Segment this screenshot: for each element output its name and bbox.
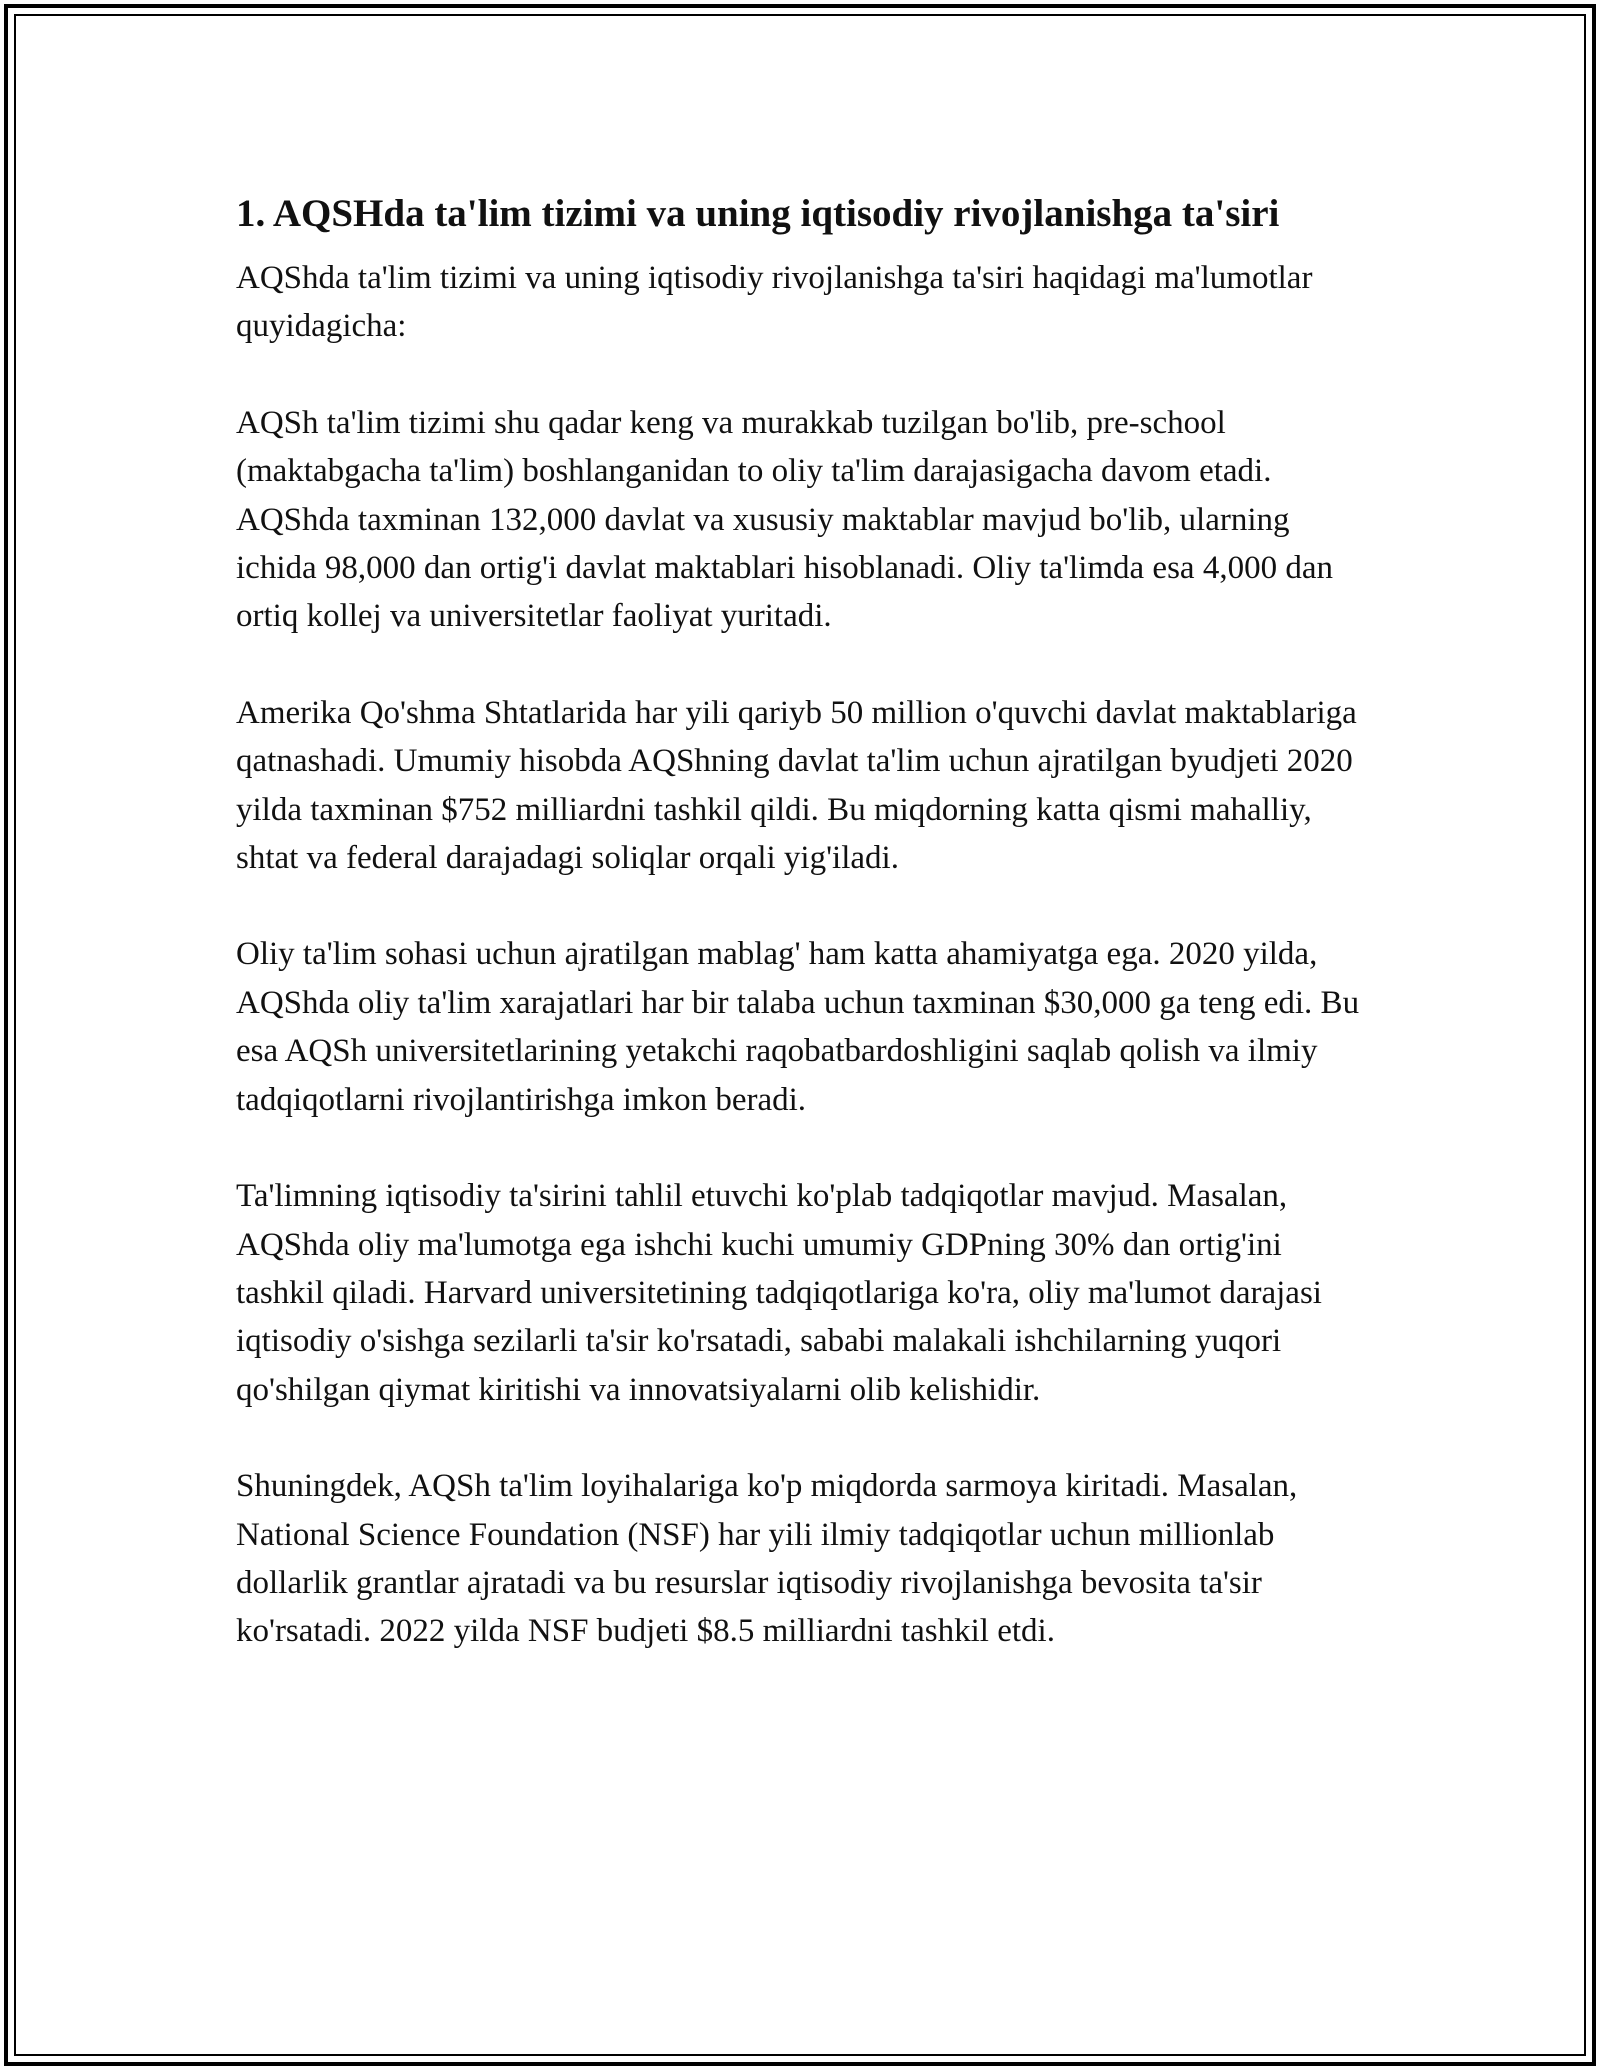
paragraph-public-schools-budget: Amerika Qo'shma Shtatlarida har yili qariyb 50 million o'quvchi davlat maktablariga qatnashadi. Umumiy hisobda AQShning davlat ta'lim uchun ajratilgan byudjeti 2020 yilda taxminan $752 milliardni tashkil qildi. Bu miqdorning katta qismi mahalliy, shtat va federal darajadagi soliqlar orqali yig'iladi. [236,694,1357,877]
document-body [236,186,1376,1704]
paragraph-nsf-investment: Shuningdek, AQSh ta'lim loyihalariga ko'p miqdorda sarmoya kiritadi. Masalan, National Science Foundation (NSF) har yili ilmiy tadqiqotlar uchun millionlab dollarlik grantlar ajratadi va bu resurslar iqtisodiy rivojlanishga bevosita ta'sir ko'rsatadi. 2022 yilda NSF budjeti $8.5 milliardni tashkil etdi. [236,1468,1298,1650]
document-title: 1. AQSHda ta'lim tizimi va uning iqtisodiy rivojlanishga ta'siri [236,192,1280,235]
paragraph-education-system: AQSh ta'lim tizimi shu qadar keng va murakkab tuzilgan bo'lib, pre-school (maktabgacha ta'lim) boshlanganidan to oliy ta'lim darajasigacha davom etadi. AQShda taxminan 132,000 davlat va xususiy maktablar mavjud bo'lib, ularning ichida 98,000 dan ortig'i davlat maktablari hisoblanadi. Oliy ta'limda esa 4,000 dan ortiq kollej va universitetlar faoliyat yuritadi. [236,404,1333,635]
paragraph-economic-impact: Ta'limning iqtisodiy ta'sirini tahlil etuvchi ko'plab tadqiqotlar mavjud. Masalan, AQShda oliy ma'lumotga ega ishchi kuchi umumiy GDPning 30% dan ortig'ini tashkil qiladi. Harvard universitetining tadqiqotlariga ko'ra, oliy ma'lumot darajasi iqtisodiy o'sishga sezilarli ta'sir ko'rsatadi, sababi malakali ishchilarning yuqori qo'shilgan qiymat kiritishi va innovatsiyalarni olib kelishidir. [236,1178,1322,1408]
paragraph-intro: AQShda ta'lim tizimi va uning iqtisodiy rivojlanishga ta'siri haqidagi ma'lumotlar quyidagicha: [236,260,1313,345]
paragraph-higher-education-funding: Oliy ta'lim sohasi uchun ajratilgan mablag' ham katta ahamiyatga ega. 2020 yilda, AQShda oliy ta'lim xarajatlari har bir talaba uchun taxminan $30,000 ga teng edi. Bu esa AQSh universitetlarining yetakchi raqobatbardoshligini saqlab qolish va ilmiy tadqiqotlarni rivojlantirishga imkon beradi. [236,936,1360,1118]
